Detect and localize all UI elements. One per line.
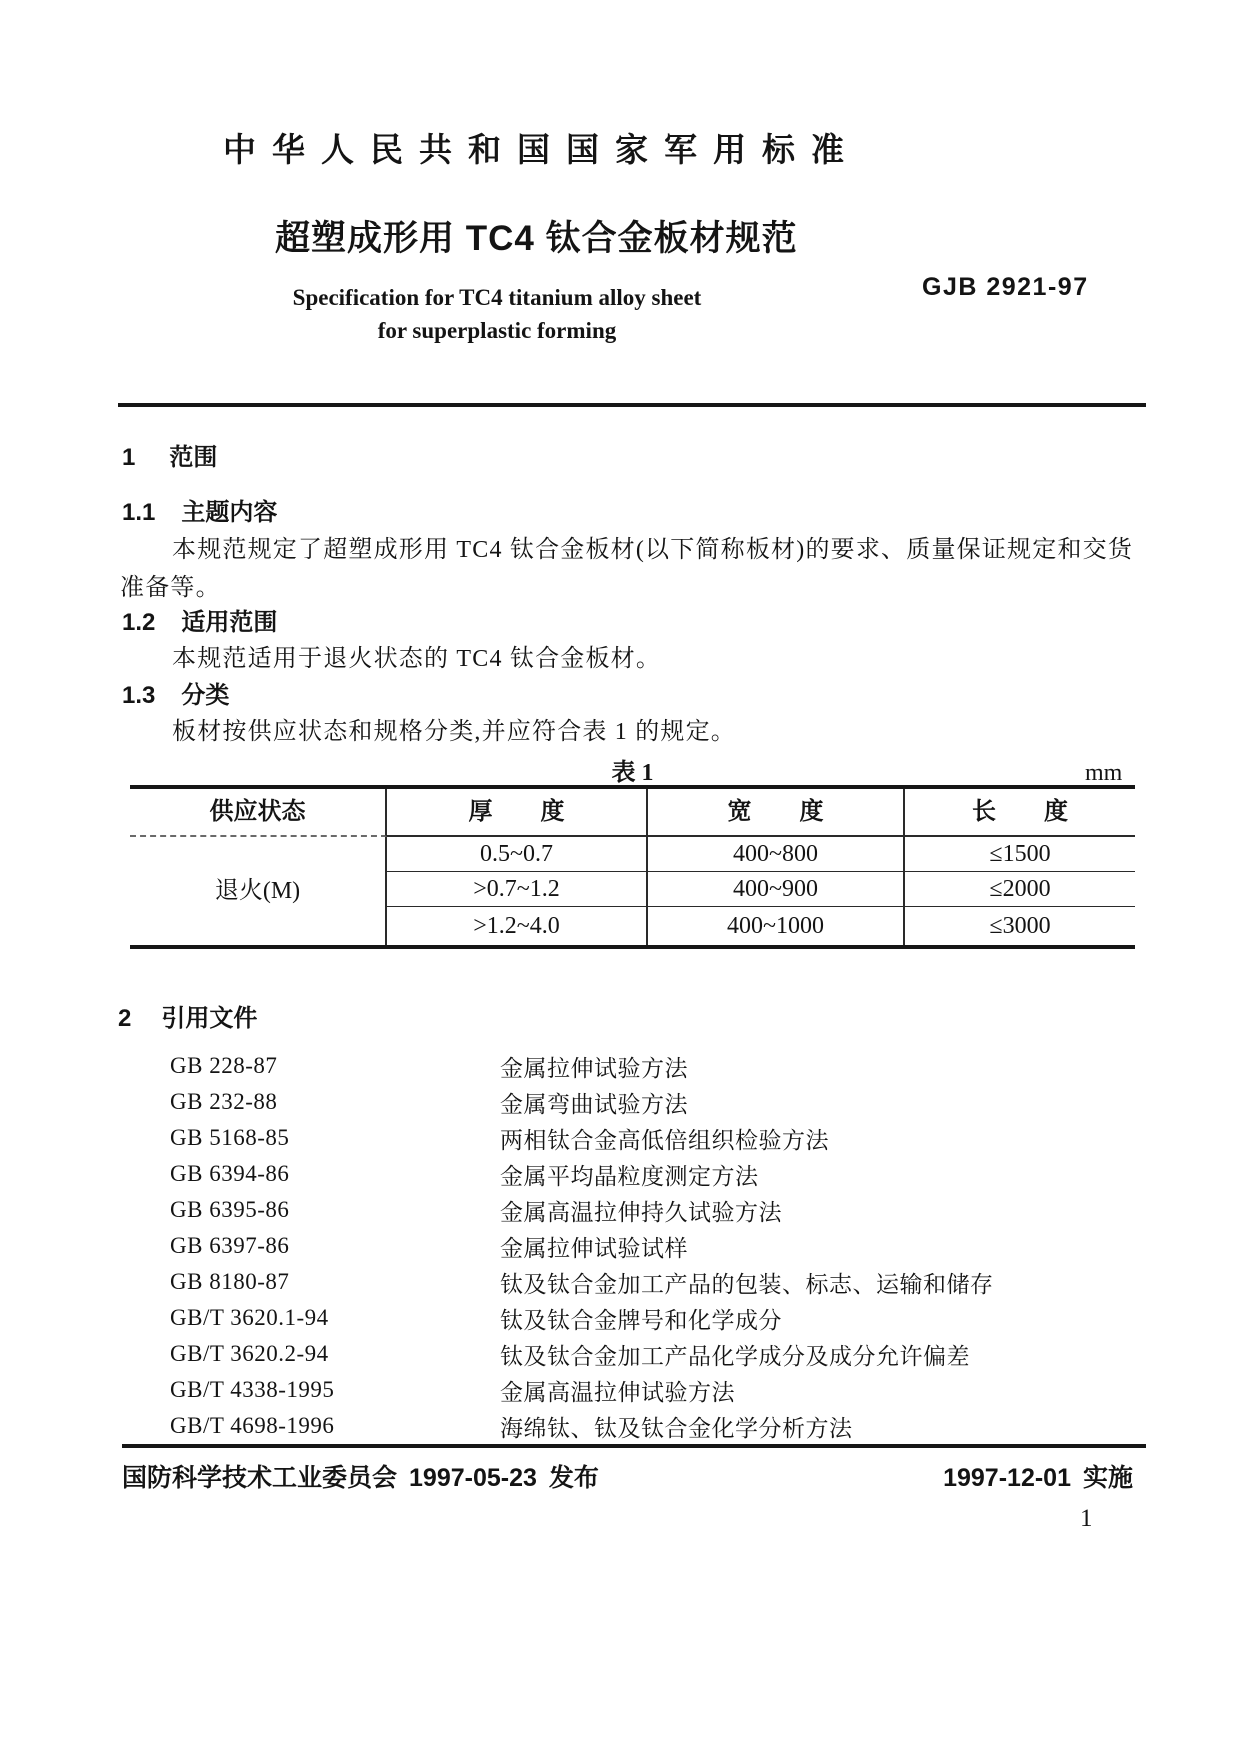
issue-label: 发布: [548, 1464, 599, 1492]
implementation-date: 1997-12-01: [943, 1464, 1071, 1492]
references-list: [170, 1048, 994, 1444]
table1-header-width: 宽 度: [648, 789, 905, 837]
table1-cell-length-1: ≤1500: [905, 837, 1135, 872]
reference-code: GB 8180-87: [170, 1269, 290, 1294]
section-1-title: 范围: [169, 444, 218, 471]
table1: [130, 785, 1135, 949]
table1-cell-thickness-1: 0.5~0.7: [387, 837, 648, 872]
table1-caption: 表 1: [611, 760, 654, 786]
table1-cell-length-2: ≤2000: [905, 872, 1135, 907]
section-1-1-number: 1.1: [122, 499, 156, 526]
reference-item: [170, 1264, 994, 1300]
issuing-agency: 国防科学技术工业委员会: [122, 1464, 398, 1492]
reference-item: [170, 1084, 994, 1120]
table1-header-length: 长 度: [905, 789, 1135, 837]
section-1-3-heading: [122, 684, 229, 708]
standard-number: GJB 2921-97: [922, 273, 1089, 301]
section-1-3-title: 分类: [181, 682, 230, 709]
reference-code: GB/T 3620.2-94: [170, 1341, 329, 1366]
footer-divider-rule: [122, 1444, 1146, 1448]
section-2-heading: [118, 1007, 257, 1031]
reference-item: [170, 1408, 994, 1444]
reference-item: [170, 1228, 994, 1264]
reference-title: 钛及钛合金加工产品的包装、标志、运输和储存: [500, 1271, 994, 1297]
reference-item: [170, 1300, 994, 1336]
footer-issue: [122, 1466, 599, 1491]
reference-title: 金属高温拉伸持久试验方法: [500, 1199, 782, 1225]
reference-code: GB 228-87: [170, 1053, 278, 1078]
reference-code: GB/T 4338-1995: [170, 1377, 335, 1402]
reference-title: 金属弯曲试验方法: [500, 1091, 688, 1117]
reference-title: 金属拉伸试验方法: [500, 1055, 688, 1081]
reference-code: GB 6397-86: [170, 1233, 290, 1258]
header-divider-rule: [118, 403, 1146, 407]
reference-item: [170, 1048, 994, 1084]
document-title-english-line1: Specification for TC4 titanium alloy sheet: [292, 285, 702, 310]
subject-paragraph-line2: 准备等。: [120, 575, 221, 601]
section-1-number: 1: [122, 444, 136, 471]
classification-paragraph: 板材按供应状态和规格分类,并应符合表 1 的规定。: [172, 719, 736, 745]
table1-header-supply-state: 供应状态: [130, 789, 387, 837]
table1-cell-thickness-2: >0.7~1.2: [387, 872, 648, 907]
table1-cell-thickness-3: >1.2~4.0: [387, 907, 648, 945]
page-number: 1: [1080, 1505, 1093, 1532]
section-1-2-heading: [122, 611, 277, 635]
table1-supply-state-value: 退火(M): [130, 837, 387, 945]
reference-item: [170, 1372, 994, 1408]
footer-implementation: [943, 1466, 1133, 1491]
document-title: 超塑成形用 TC4 钛合金板材规范: [275, 219, 798, 258]
table1-header-thickness: 厚 度: [387, 789, 648, 837]
table1-cell-width-3: 400~1000: [648, 907, 905, 945]
reference-title: 金属拉伸试验试样: [500, 1235, 688, 1261]
section-1-3-number: 1.3: [122, 682, 156, 709]
section-1-heading: [122, 446, 217, 470]
table1-cell-width-1: 400~800: [648, 837, 905, 872]
reference-title: 钛及钛合金加工产品化学成分及成分允许偏差: [500, 1343, 970, 1369]
reference-code: GB 232-88: [170, 1089, 278, 1114]
table1-cell-length-3: ≤3000: [989, 913, 1051, 939]
reference-item: [170, 1336, 994, 1372]
reference-title: 海绵钛、钛及钛合金化学分析方法: [500, 1415, 853, 1441]
section-2-title: 引用文件: [161, 1005, 258, 1032]
national-standard-title: 中华人民共和国国家军用标准: [223, 131, 860, 168]
reference-code: GB 6395-86: [170, 1197, 290, 1222]
implementation-label: 实施: [1082, 1464, 1133, 1492]
subject-paragraph-line1: 本规范规定了超塑成形用 TC4 钛合金板材(以下简称板材)的要求、质量保证规定和交货: [172, 537, 1134, 563]
section-1-2-number: 1.2: [122, 609, 156, 636]
section-2-number: 2: [118, 1005, 132, 1032]
reference-code: GB/T 4698-1996: [170, 1413, 335, 1438]
section-1-1-title: 主题内容: [181, 499, 278, 526]
table1-unit-label: mm: [1085, 760, 1123, 786]
reference-item: [170, 1156, 994, 1192]
reference-item: [170, 1192, 994, 1228]
reference-title: 金属高温拉伸试验方法: [500, 1379, 735, 1405]
issue-date: 1997-05-23: [409, 1464, 537, 1492]
reference-code: GB/T 3620.1-94: [170, 1305, 329, 1330]
section-1-1-heading: [122, 501, 277, 525]
table1-cell-width-2: 400~900: [648, 872, 905, 907]
applicability-paragraph: 本规范适用于退火状态的 TC4 钛合金板材。: [172, 646, 662, 672]
reference-item: [170, 1120, 994, 1156]
reference-title: 钛及钛合金牌号和化学成分: [500, 1307, 782, 1333]
reference-title: 两相钛合金高低倍组织检验方法: [500, 1127, 829, 1153]
reference-title: 金属平均晶粒度测定方法: [500, 1163, 759, 1189]
reference-code: GB 5168-85: [170, 1125, 290, 1150]
section-1-2-title: 适用范围: [181, 609, 278, 636]
document-title-english-line2: for superplastic forming: [377, 318, 617, 343]
reference-code: GB 6394-86: [170, 1161, 290, 1186]
